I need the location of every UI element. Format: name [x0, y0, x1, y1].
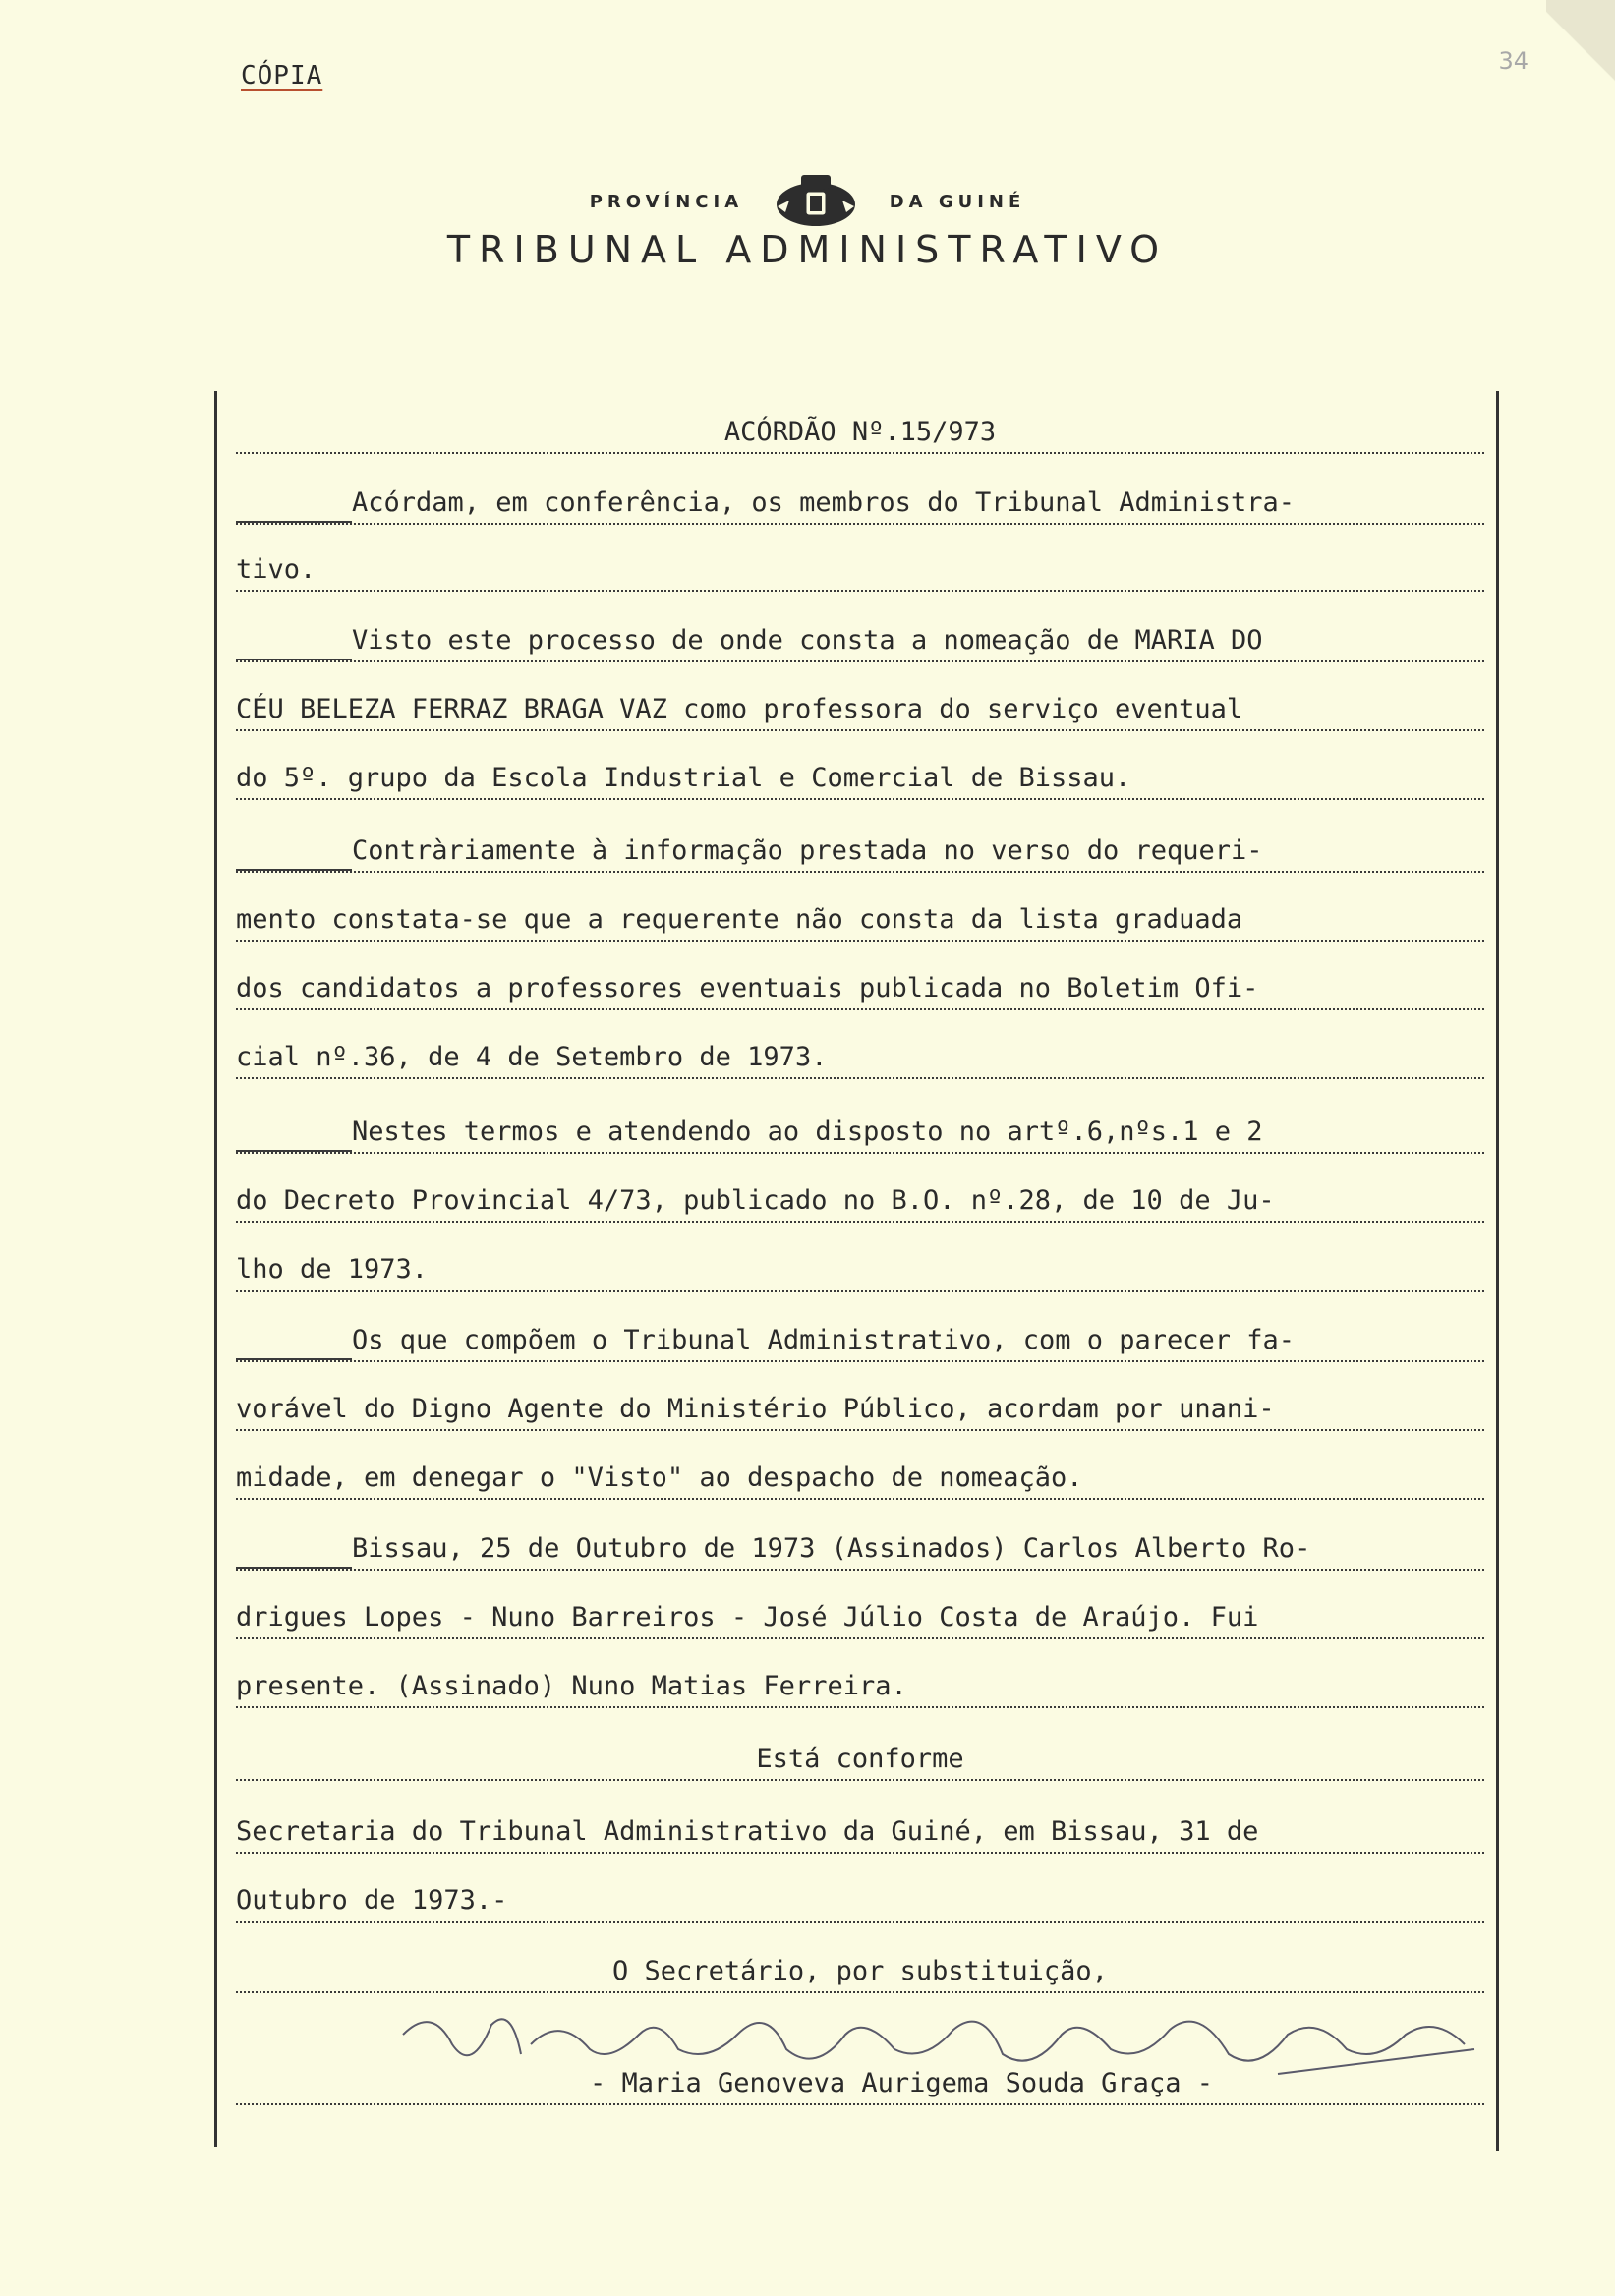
paper-fold	[1546, 0, 1615, 108]
text-line: lho de 1973.	[236, 1250, 1484, 1292]
text-line: Contràriamente à informação prestada no verso do requeri-	[236, 832, 1484, 873]
text-line: vorável do Digno Agente do Ministério Público, acordam por unani-	[236, 1390, 1484, 1431]
indent-dash	[236, 841, 352, 871]
page-number: 34	[1498, 47, 1528, 75]
left-margin-rule	[214, 391, 217, 2147]
signature-name-line	[236, 2064, 1484, 2105]
indent-dash	[236, 1122, 352, 1152]
conformity-line: Está conforme	[236, 1740, 1484, 1781]
text-line: Secretaria do Tribunal Administrativo da Guiné, em Bissau, 31 de	[236, 1812, 1484, 1854]
text-line: tivo.	[236, 550, 1484, 592]
decision-title: ACÓRDÃO Nº.15/973	[236, 413, 1484, 454]
text-line: presente. (Assinado) Nuno Matias Ferreira.	[236, 1667, 1484, 1708]
coat-of-arms-icon	[772, 167, 860, 236]
institution-title: TRIBUNAL ADMINISTRATIVO	[446, 228, 1169, 271]
provincia-label: PROVÍNCIA	[589, 191, 744, 212]
signatory-name: - Maria Genoveva Aurigema Souda Graça -	[590, 2068, 1213, 2098]
text-line: do Decreto Provincial 4/73, publicado no B.O. nº.28, de 10 de Ju-	[236, 1181, 1484, 1223]
text-line: Os que compõem o Tribunal Administrativo, com o parecer fa-	[236, 1321, 1484, 1362]
text-line: Acórdam, em conferência, os membros do Tribunal Administra-	[236, 484, 1484, 525]
indent-dash	[236, 493, 352, 523]
text-line: do 5º. grupo da Escola Industrial e Comercial de Bissau.	[236, 759, 1484, 800]
text-line: cial nº.36, de 4 de Setembro de 1973.	[236, 1038, 1484, 1079]
secretary-title: O Secretário, por substituição,	[236, 1952, 1484, 1993]
text-line: mento constata-se que a requerente não consta da lista graduada	[236, 900, 1484, 942]
text-line: midade, em denegar o "Visto" ao despacho de nomeação.	[236, 1459, 1484, 1500]
text-line: dos candidatos a professores eventuais publicada no Boletim Ofi-	[236, 969, 1484, 1010]
indent-dash	[236, 631, 352, 660]
text-line: Nestes termos e atendendo ao disposto no artº.6,nºs.1 e 2	[236, 1113, 1484, 1154]
da-guine-label: DA GUINÉ	[889, 191, 1026, 212]
text-line: Outubro de 1973.-	[236, 1881, 1484, 1923]
text-line: drigues Lopes - Nuno Barreiros - José Júlio Costa de Araújo. Fui	[236, 1598, 1484, 1639]
right-margin-rule	[1496, 391, 1499, 2151]
indent-dash	[236, 1331, 352, 1360]
text-line: Visto este processo de onde consta a nomeação de MARIA DO	[236, 621, 1484, 662]
text-line: CÉU BELEZA FERRAZ BRAGA VAZ como professora do serviço eventual	[236, 690, 1484, 731]
indent-dash	[236, 1539, 352, 1569]
letterhead	[0, 167, 1615, 236]
copy-stamp: CÓPIA	[241, 61, 323, 90]
text-line: Bissau, 25 de Outubro de 1973 (Assinados) Carlos Alberto Ro-	[236, 1529, 1484, 1571]
